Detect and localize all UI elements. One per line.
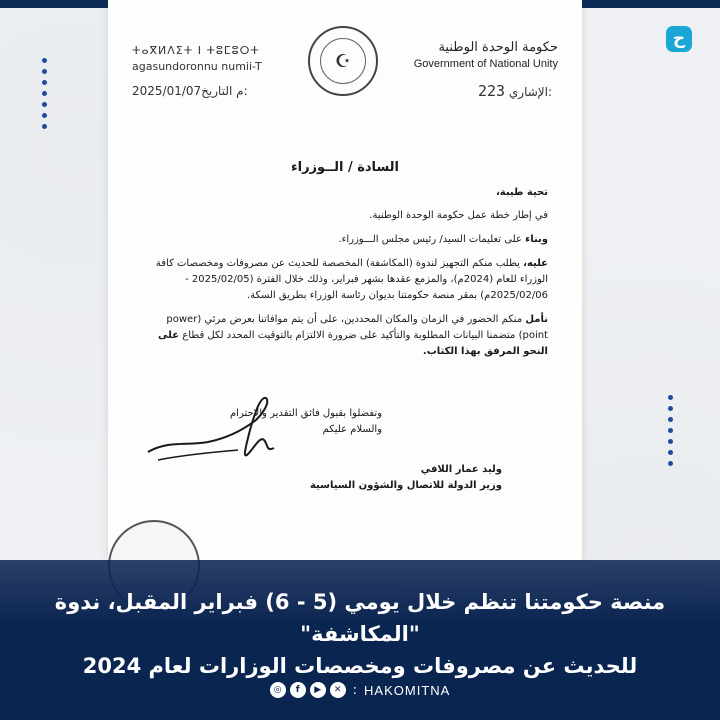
paragraph-context: في إطار خطة عمل حكومة الوحدة الوطنية. [369, 210, 548, 221]
amazigh-transliteration: agasundoronnu numii-T [132, 60, 262, 73]
date-value: 2025/01/07م [132, 84, 244, 98]
decorative-dots-left [42, 58, 50, 138]
signatory-title: وزير الدولة للاتصال والشؤون السياسية [309, 480, 502, 491]
signatory [310, 462, 502, 494]
youtube-icon[interactable]: ▶ [310, 682, 326, 698]
letter-reference [472, 82, 552, 100]
government-name-english: Government of National Unity [413, 58, 558, 70]
reference-label: الإشاري: [508, 85, 552, 99]
date-label: التاريخ: [201, 84, 248, 98]
paragraph-request: عليه، يطلب منكم التجهيز لندوة (المكاشفة) المخصصة للحديث عن مصروفات ومخصصات كافة الوزراء للعام (2024م)، والمزمع عقدها بشهر فبراير، وذلك خلال الفترة (2025/02/05 - 2025/02/06م) بمقر منصة حكومتنا بديوان رئاسة الوزراء بطريق السكة. [155, 258, 548, 301]
twitter-icon[interactable]: ✕ [330, 682, 346, 698]
closing-respect: وتفضلوا بقبول فائق التقدير والاحترام [229, 408, 382, 419]
brand-logo-icon: ح [666, 26, 692, 52]
closing-salutation: والسلام عليكم [322, 424, 382, 435]
facebook-icon[interactable]: f [290, 682, 306, 698]
state-emblem-icon: ☪ [308, 26, 378, 96]
signatory-name: وليد عمار اللافي [420, 464, 502, 475]
headline-line-2: للحديث عن مصروفات ومخصصات الوزارات لعام 2024 [82, 654, 638, 678]
letter-date [132, 84, 248, 98]
footer-separator: : [352, 682, 358, 698]
letter-recipient: السادة / الــوزراء [290, 160, 400, 175]
letter-body [142, 160, 548, 368]
handwritten-signature [138, 390, 288, 480]
headline-line-1: منصة حكومتنا تنظم خلال يومي (5 - 6) فبراير المقبل، ندوة "المكاشفة" [54, 590, 666, 646]
government-name-arabic: حكومة الوحدة الوطنية [438, 40, 558, 55]
reference-number: 223 [477, 82, 506, 100]
letter-greeting: تحية طيبة، [495, 187, 548, 198]
social-handle[interactable]: HAKOMITNA [364, 682, 451, 698]
paragraph-attendance: نأمل منكم الحضور في الزمان والمكان المحددين، على أن يتم موافاتنا بعرض مرئي (power point) متضمنا البيانات المطلوبة والتأكيد على ضرورة الالتزام بالتوقيت المحدد لكل قطاع على النحو المرفق بهذا الكتاب. [158, 314, 548, 357]
social-footer [0, 682, 720, 698]
paragraph-instructions: وبناء على تعليمات السيد/ رئيس مجلس الـــوزراء. [338, 234, 548, 245]
instagram-icon[interactable]: ◎ [270, 682, 286, 698]
official-letter [108, 0, 582, 560]
amazigh-header: ⵜⴰⴳⵍⴷⵉⵜ ⵏ ⵜⵓⵎⵓⵔⵜ [132, 44, 260, 57]
news-headline [30, 586, 690, 682]
decorative-dots-right [668, 395, 676, 475]
